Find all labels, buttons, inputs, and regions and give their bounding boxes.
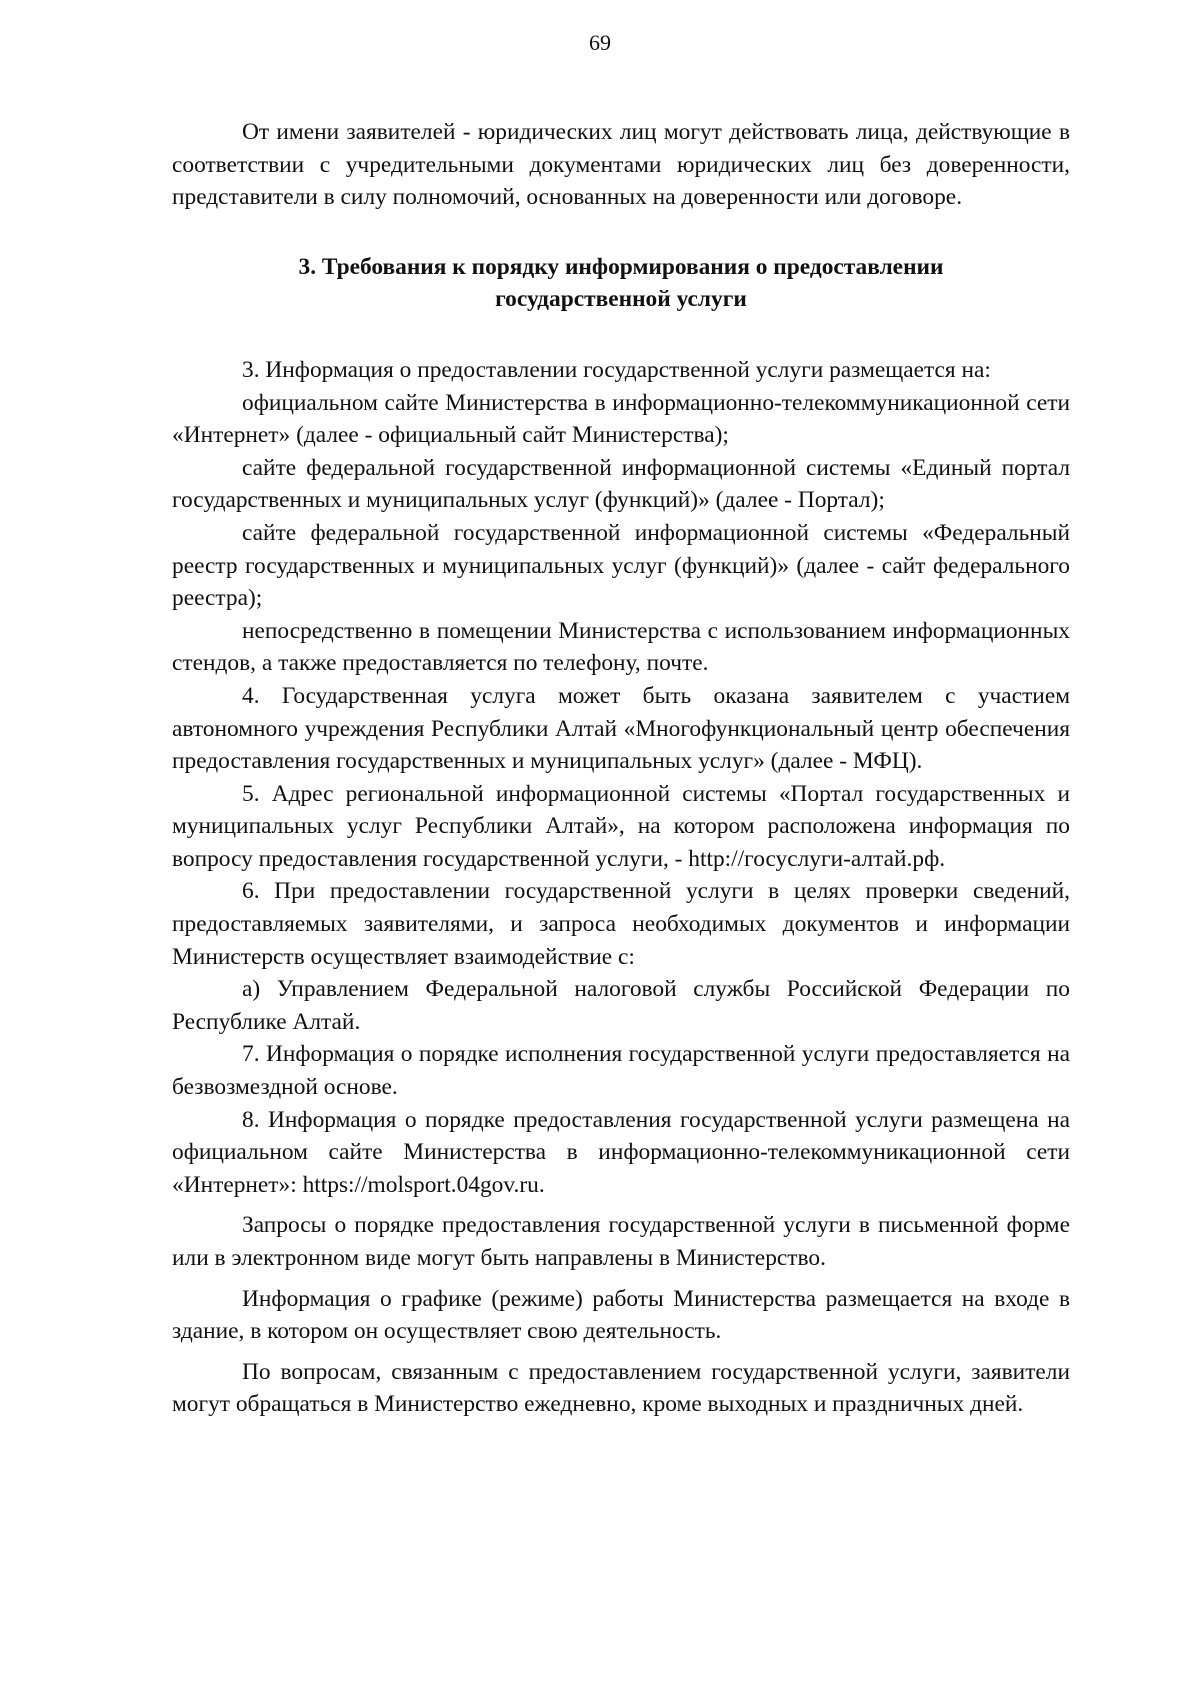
paragraph-official-site: официальном сайте Министерства в информационно-телекоммуникационной сети «Интернет» (далее - официальный сайт Министерства);	[172, 389, 1070, 449]
paragraph-federal-registry: сайте федеральной государственной информационной системы «Федеральный реестр государственных и муниципальных услуг (функций)» (далее - сайт федерального реестра);	[172, 519, 1070, 612]
paragraph-item-6a: а) Управлением Федеральной налоговой службы Российской Федерации по Республике Алтай.	[172, 976, 1070, 1035]
section-title	[172, 251, 1070, 316]
section-title-line-1: 3. Требования к порядку информирования о предоставлении	[298, 253, 944, 280]
paragraph-portal: сайте федеральной государственной информационной системы «Единый портал государственных и муниципальных услуг (функций)» (далее - Портал);	[172, 454, 1070, 514]
paragraph-item-7: 7. Информация о порядке исполнения государственной услуги предоставляется на безвозмездной основе.	[172, 1041, 1070, 1101]
paragraph-contact-days: По вопросам, связанным с предоставлением государственной услуги, заявители могут обращаться в Министерство ежедневно, кроме выходных и праздничных дней.	[172, 1358, 1070, 1418]
paragraph-item-5: 5. Адрес региональной информационной системы «Портал государственных и муниципальных услуг Республики Алтай», на котором расположена информация по вопросу предоставления государственной услуги, - http://госуслуги-алтай.рф.	[172, 780, 1070, 872]
paragraph-item-6: 6. При предоставлении государственной услуги в целях проверки сведений, предоставляемых заявителями, и запроса необходимых документов и информации Министерств осуществляет взаимодействие с:	[172, 878, 1070, 970]
paragraph-item-8: 8. Информация о порядке предоставления государственной услуги размещена на официальном сайте Министерства в информационно-телекоммуникационной сети «Интернет»: https://molsport.04gov.ru.	[172, 1106, 1070, 1198]
page-number: 69	[589, 30, 611, 55]
paragraph-item-4: 4. Государственная услуга может быть оказана заявителем с участием автономного учреждения Республики Алтай «Многофункциональный центр обеспечения предоставления государственных и муниципальных услуг» (далее - МФЦ).	[172, 682, 1070, 775]
document-body	[172, 116, 1070, 1421]
paragraph-schedule: Информация о графике (режиме) работы Министерства размещается на входе в здание, в котором он осуществляет свою деятельность.	[172, 1285, 1070, 1345]
paragraph-requests: Запросы о порядке предоставления государственной услуги в письменной форме или в электронном виде могут быть направлены в Министерство.	[172, 1212, 1070, 1271]
intro-paragraph: От имени заявителей - юридических лиц могут действовать лица, действующие в соответствии с учредительными документами юридических лиц без доверенности, представители в силу полномочий, основанных на доверенности или договоре.	[172, 119, 1070, 211]
section-title-line-2: государственной услуги	[495, 286, 747, 313]
paragraph-ministry-premises: непосредственно в помещении Министерства с использованием информационных стендов, а также предоставляется по телефону, почте.	[172, 617, 1070, 677]
paragraph-item-3: 3. Информация о предоставлении государственной услуги размещается на:	[242, 356, 991, 383]
